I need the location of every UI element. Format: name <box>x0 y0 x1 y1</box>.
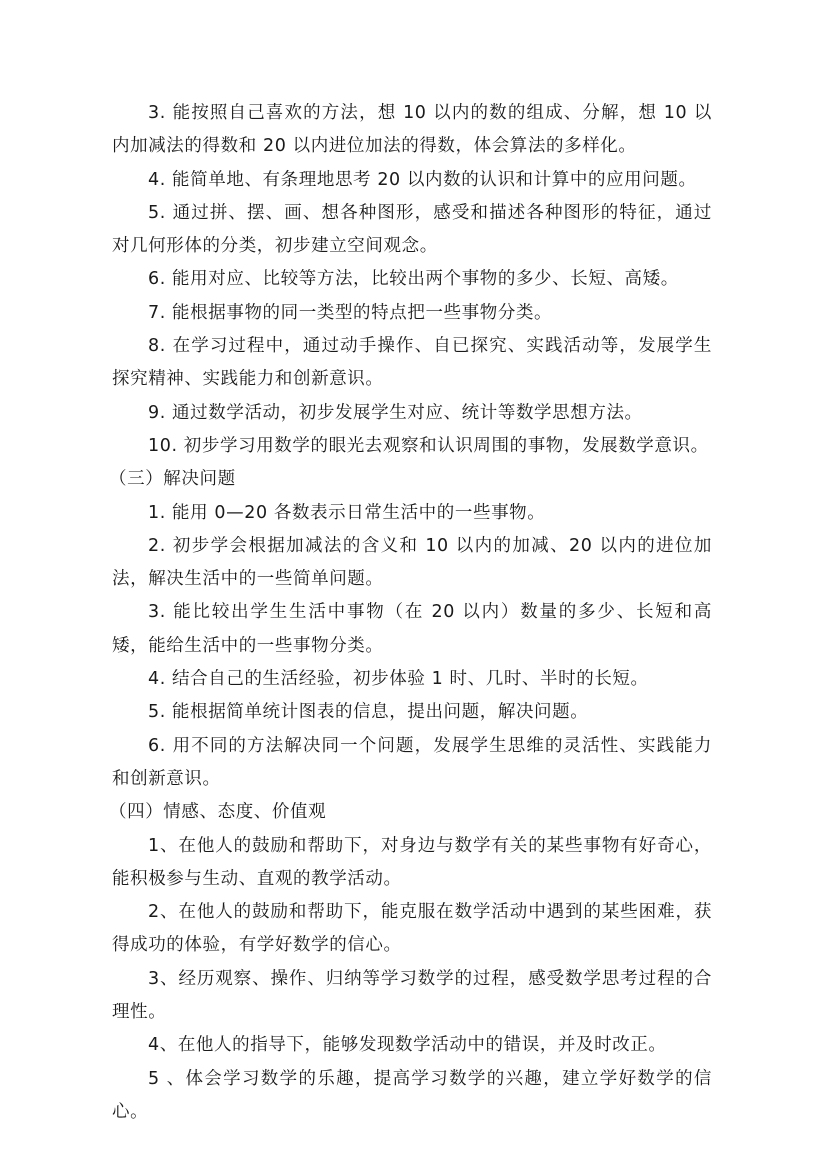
paragraph-item-3: 3. 能按照自己喜欢的方法，想 10 以内的数的组成、分解，想 10 以内加减法的得数和 20 以内进位加法的得数，体会算法的多样化。 <box>112 103 712 157</box>
paragraph-item-6: 6. 能用对应、比较等方法，比较出两个事物的多少、长短、高矮。 <box>148 269 679 290</box>
paragraph-solve-2: 2. 初步学会根据加减法的含义和 10 以内的加减、20 以内的进位加法，解决生活中的一些简单问题。 <box>112 535 712 590</box>
paragraph-item-4: 4. 能简单地、有条理地思考 20 以内数的认识和计算中的应用问题。 <box>148 169 697 190</box>
paragraph-attitude-1: 1、在他人的鼓励和帮助下，对身边与数学有关的某些事物有好奇心，能积极参与生动、直观的教学活动。 <box>112 835 712 889</box>
paragraph-solve-6: 6. 用不同的方法解决同一个问题，发展学生思维的灵活性、实践能力和创新意识。 <box>112 735 712 789</box>
paragraph-item-9: 9. 通过数学活动，初步发展学生对应、统计等数学思想方法。 <box>148 402 643 423</box>
paragraph-item-7: 7. 能根据事物的同一类型的特点把一些事物分类。 <box>148 302 553 323</box>
paragraph-attitude-2: 2、在他人的鼓励和帮助下，能克服在数学活动中遇到的某些困难，获得成功的体验，有学好数学的信心。 <box>112 902 712 956</box>
paragraph-solve-3: 3. 能比较出学生生活中事物（在 20 以内）数量的多少、长短和高矮，能给生活中的一些事物分类。 <box>112 602 712 656</box>
paragraph-solve-4: 4. 结合自己的生活经验，初步体验 1 时、几时、半时的长短。 <box>148 669 649 690</box>
paragraph-solve-5: 5. 能根据简单统计图表的信息，提出问题，解决问题。 <box>148 702 589 723</box>
document-body <box>109 97 712 1129</box>
section-heading-problem-solving: （三）解决问题 <box>109 469 236 490</box>
section-heading-attitude: （四）情感、态度、价值观 <box>109 802 327 823</box>
paragraph-item-10: 10. 初步学习用数学的眼光去观察和认识周围的事物，发展数学意识。 <box>148 435 709 456</box>
paragraph-item-5: 5. 通过拼、摆、画、想各种图形，感受和描述各种图形的特征，通过对几何形体的分类，初步建立空间观念。 <box>112 202 712 257</box>
paragraph-solve-1: 1. 能用 0—20 各数表示日常生活中的一些事物。 <box>148 502 546 523</box>
paragraph-attitude-4: 4、在他人的指导下，能够发现数学活动中的错误，并及时改正。 <box>148 1035 667 1056</box>
paragraph-attitude-5: 5 、体会学习数学的乐趣，提高学习数学的兴趣，建立学好数学的信心。 <box>112 1068 712 1122</box>
paragraph-attitude-3: 3、经历观察、操作、归纳等学习数学的过程，感受数学思考过程的合理性。 <box>112 968 712 1023</box>
paragraph-item-8: 8. 在学习过程中，通过动手操作、自已探究、实践活动等，发展学生探究精神、实践能力和创新意识。 <box>112 336 712 390</box>
